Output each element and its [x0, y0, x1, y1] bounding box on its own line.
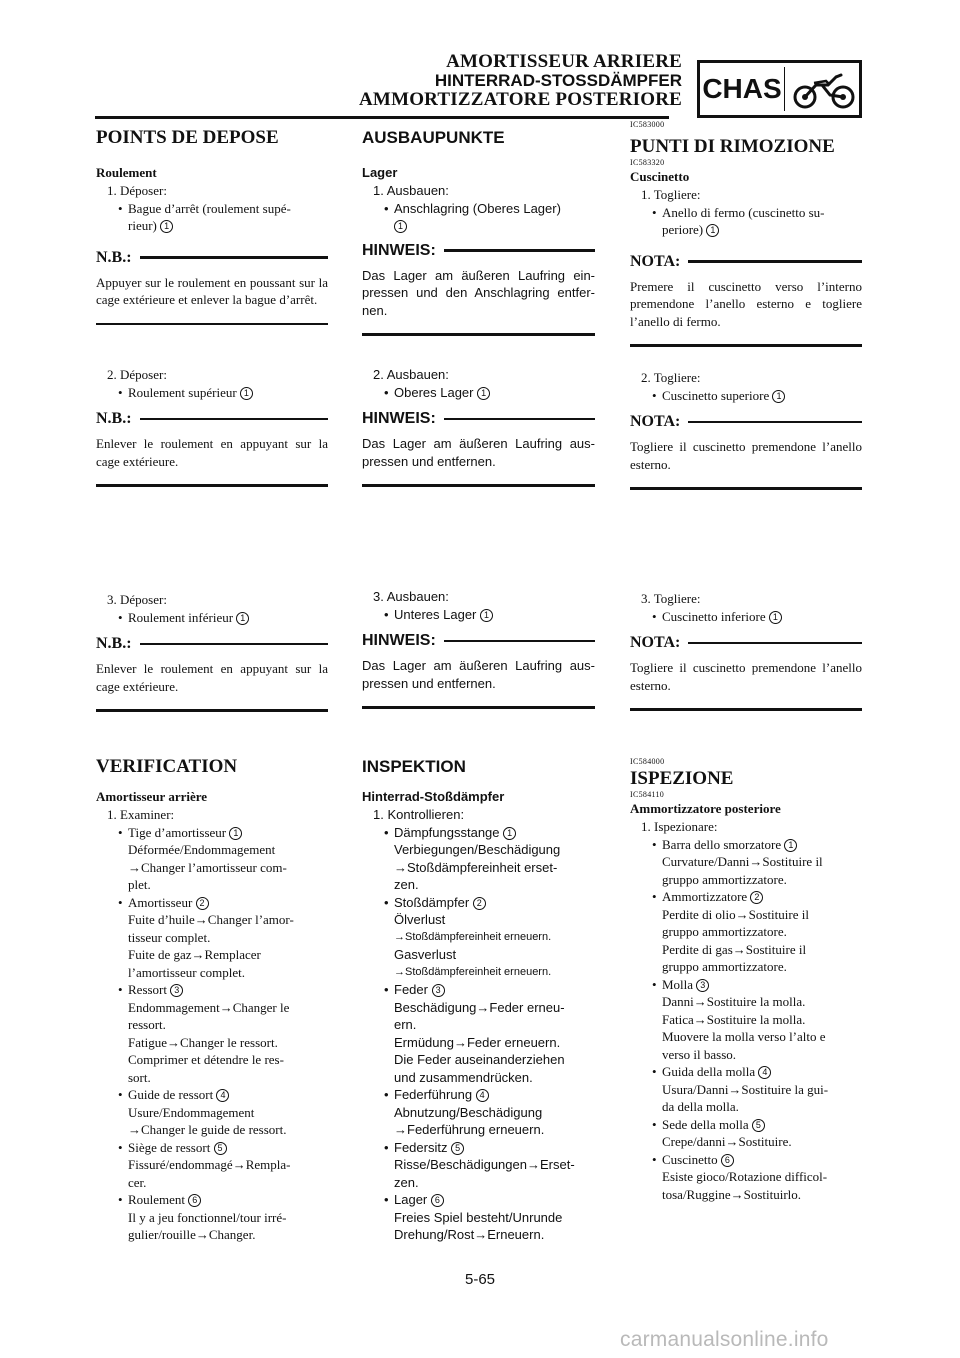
callout-number: 6 — [431, 1194, 444, 1207]
note-text: Enlever le roulement en appuyant sur la cage extérieure. — [96, 436, 328, 469]
header-rule — [95, 116, 669, 119]
inspection-item-detail: Freies Spiel besteht/Unrunde — [394, 1209, 563, 1225]
step-fr-1: 1. Déposer: — [107, 183, 167, 198]
inspection-item: • Federsitz 5 — [362, 1139, 595, 1157]
callout-number: 5 — [214, 1142, 227, 1155]
list-item: • Oberes Lager 1 — [362, 384, 595, 402]
callout-number: 2 — [750, 891, 763, 904]
inspection-list-de — [362, 824, 595, 1244]
step-de-2: 2. Ausbauen: — [373, 367, 449, 382]
inspection-item-detail: zen. — [394, 1174, 419, 1190]
inspection-list-fr — [96, 824, 328, 1244]
note-header: NOTA: — [630, 252, 862, 272]
note-header: NOTA: — [630, 633, 862, 653]
callout-number: 4 — [216, 1089, 229, 1102]
inspection-item: • Siège de ressort 5 — [96, 1139, 328, 1157]
list-item: • Cuscinetto inferiore 1 — [630, 608, 862, 626]
inspection-item-detail: Danni→Sostituire la molla. — [662, 994, 806, 1009]
inspection-item: • Barra dello smorzatore 1 — [630, 836, 862, 854]
section-badge — [697, 60, 862, 118]
inspection-item-detail: Curvature/Danni→Sostituire il — [662, 854, 823, 869]
inspection-item-detail: Gasverlust — [394, 947, 457, 962]
inspection-item-detail: Verbiegungen/Beschädigung — [394, 842, 561, 857]
inspection-item-detail: tisseur complet. — [128, 929, 211, 945]
list-item-cont: rieur) 1 — [96, 217, 328, 235]
subheading-it: Ammortizzatore posteriore — [630, 801, 781, 816]
heading-inspection-it: ISPEZIONE — [630, 768, 734, 789]
note-end-rule — [362, 484, 595, 487]
note-text: Premere il cuscinetto verso l’interno premendone l’anello esterno e togliere l’anello di fermo. — [630, 278, 862, 329]
note-text: Enlever le roulement en appuyant sur la cage extérieure. — [96, 661, 328, 694]
inspection-item-detail: gruppo ammortizzatore. — [662, 959, 787, 974]
inspection-item: • Roulement 6 — [96, 1191, 328, 1209]
inspection-item-detail: Fuite d’huile→Changer l’amor- — [128, 912, 294, 927]
callout-number: 1 — [229, 827, 242, 840]
list-item: • Unteres Lager 1 — [362, 606, 595, 624]
section-title-block — [359, 52, 682, 109]
column-de-removal — [362, 127, 595, 336]
note-header: HINWEIS: — [362, 631, 595, 651]
note-end-rule — [96, 709, 328, 712]
inspection-list-it — [630, 836, 862, 1204]
step-de: 1. Kontrollieren: — [373, 807, 465, 822]
inspection-item: • Guida della molla 4 — [630, 1063, 862, 1081]
badge-divider — [784, 67, 785, 111]
inspection-item-detail: →Federführung erneuern. — [394, 1122, 545, 1137]
title-de: HINTERRAD-STOSSDÄMPFER — [434, 71, 682, 90]
subheading-de: Lager — [362, 165, 398, 180]
inspection-item-detail: Endommagement→Changer le — [128, 999, 290, 1015]
inspection-item-detail: Muovere la molla verso l’alto e — [662, 1029, 826, 1044]
inspection-item: • Stoßdämpfer 2 — [362, 894, 595, 912]
inspection-item: • Tige d’amortisseur 1 — [96, 824, 328, 842]
note-header: N.B.: — [96, 634, 328, 654]
column-de-inspection — [362, 756, 595, 1244]
column-it-inspection — [630, 757, 862, 1203]
step-fr-2: 2. Déposer: — [107, 367, 167, 382]
column-fr-inspection — [96, 756, 328, 1244]
callout-number: 1 — [160, 220, 173, 233]
callout-number: 6 — [721, 1154, 734, 1167]
note-text: Togliere il cuscinetto premendone l’anello esterno. — [630, 660, 862, 693]
inspection-item-detail: und zusammendrücken. — [394, 1069, 533, 1085]
inspection-item: • Guide de ressort 4 — [96, 1086, 328, 1104]
heading-removal-fr: POINTS DE DEPOSE — [96, 127, 279, 148]
inspection-item-detail: ressort. — [128, 1017, 166, 1032]
column-it-removal — [630, 120, 862, 347]
column-it-step3 — [630, 590, 862, 711]
callout-number: 3 — [432, 984, 445, 997]
section-badge-label: CHAS — [702, 73, 782, 104]
step-it-2: 2. Togliere: — [641, 370, 701, 385]
section-code: IC583320 — [630, 158, 665, 167]
note-end-rule — [96, 323, 328, 326]
list-item: • Roulement inférieur 1 — [96, 609, 328, 627]
inspection-item-detail: Fatigue→Changer le ressort. — [128, 1034, 278, 1050]
inspection-item: • Lager 6 — [362, 1191, 595, 1209]
list-item: • Anello di fermo (cuscinetto su- — [652, 204, 825, 220]
inspection-item-detail: Fuite de gaz→Remplacer — [128, 947, 261, 962]
inspection-item-detail: Die Feder auseinanderziehen — [394, 1052, 565, 1067]
inspection-item: • Molla 3 — [630, 976, 862, 994]
subheading-fr: Amortisseur arrière — [96, 789, 208, 804]
step-it: 1. Ispezionare: — [641, 819, 718, 834]
inspection-item: • Amortisseur 2 — [96, 894, 328, 912]
heading-removal-de: AUSBAUPUNKTE — [362, 128, 505, 147]
note-text: Togliere il cuscinetto premendone l’anello esterno. — [630, 439, 862, 472]
inspection-item-detail: Il y a jeu fonctionnel/tour irré- — [128, 1209, 287, 1225]
inspection-item-detail: Fatica→Sostituire la molla. — [662, 1011, 806, 1027]
column-de-step2 — [362, 366, 595, 487]
list-item: • Roulement supérieur 1 — [96, 384, 328, 402]
note-header: N.B.: — [96, 248, 328, 268]
inspection-item-detail: Comprimer et détendre le res- — [128, 1052, 284, 1067]
note-end-rule — [362, 706, 595, 709]
inspection-item-detail: ern. — [394, 1017, 417, 1032]
page-number: 5-65 — [464, 1271, 496, 1288]
inspection-item: • Feder 3 — [362, 981, 595, 999]
section-code: IC584110 — [630, 790, 665, 799]
subheading-de: Hinterrad-Stoßdämpfer — [362, 789, 505, 804]
callout-number: 1 — [503, 827, 516, 840]
inspection-item-detail: plet. — [128, 877, 151, 892]
callout-number: 4 — [758, 1066, 771, 1079]
title-it: AMMORTIZZATORE POSTERIORE — [359, 89, 682, 110]
column-fr-step3 — [96, 591, 328, 712]
inspection-item-detail: Esiste gioco/Rotazione difficol- — [662, 1169, 828, 1184]
inspection-item: • Ressort 3 — [96, 981, 328, 999]
callout-number: 5 — [451, 1142, 464, 1155]
step-it-1: 1. Togliere: — [641, 187, 701, 202]
step-fr-3: 3. Déposer: — [107, 592, 167, 607]
step-fr: 1. Examiner: — [107, 807, 175, 822]
inspection-item-detail: →Changer l’amortisseur com- — [128, 859, 287, 875]
watermark: carmanualsonline.info — [620, 1328, 829, 1351]
inspection-item-detail: cer. — [128, 1174, 147, 1190]
inspection-item-detail: →Stoßdämpfereinheit erneuern. — [394, 965, 552, 978]
inspection-item-detail: sort. — [128, 1069, 151, 1085]
inspection-item-detail: →Stoßdämpfereinheit erneuern. — [394, 930, 552, 943]
callout-number: 4 — [476, 1089, 489, 1102]
callout-number: 2 — [196, 897, 209, 910]
step-de-3: 3. Ausbauen: — [373, 589, 449, 604]
step-it-3: 3. Togliere: — [641, 591, 701, 606]
inspection-item-detail: Crepe/danni→Sostituire. — [662, 1134, 792, 1149]
note-header: N.B.: — [96, 409, 328, 429]
inspection-item-detail: da della molla. — [662, 1099, 739, 1114]
inspection-item-detail: l’amortisseur complet. — [128, 964, 245, 980]
subheading-it: Cuscinetto — [630, 169, 690, 184]
note-end-rule — [630, 487, 862, 490]
note-end-rule — [630, 344, 862, 347]
inspection-item: • Federführung 4 — [362, 1086, 595, 1104]
inspection-item-detail: Ölverlust — [394, 912, 446, 927]
column-fr-removal — [96, 127, 328, 325]
inspection-item-detail: Perdite di gas→Sostituire il — [662, 941, 807, 957]
inspection-item-detail: Perdite di olio→Sostituire il — [662, 906, 809, 922]
callout-number: 5 — [752, 1119, 765, 1132]
callout-number: 3 — [696, 979, 709, 992]
inspection-item-detail: tosa/Ruggine→Sostituirlo. — [662, 1186, 802, 1202]
inspection-item-detail: gruppo ammortizzatore. — [662, 871, 787, 887]
section-code: IC584000 — [630, 757, 665, 766]
motorcycle-icon — [792, 69, 856, 111]
inspection-item-detail: zen. — [394, 877, 419, 892]
note-text: Das Lager am äußeren Laufring aus-pressen und entfernen. — [362, 658, 595, 691]
note-header: HINWEIS: — [362, 241, 595, 261]
list-item-cont: 1 — [362, 217, 595, 235]
note-text: Das Lager am äußeren Laufring ein-pressen und den Anschlagring entfer-nen. — [362, 267, 595, 318]
list-item-cont: periore) 1 — [630, 221, 862, 239]
note-header: NOTA: — [630, 412, 862, 432]
list-item: • Cuscinetto superiore 1 — [630, 387, 862, 405]
inspection-item-detail: Abnutzung/Beschädigung — [394, 1104, 543, 1120]
note-end-rule — [362, 333, 595, 336]
note-end-rule — [630, 708, 862, 711]
callout-number: 1 — [784, 839, 797, 852]
inspection-item-detail: Usure/Endommagement — [128, 1104, 255, 1120]
heading-inspection-fr: VERIFICATION — [96, 756, 238, 777]
heading-inspection-de: INSPEKTION — [362, 757, 466, 776]
inspection-item-detail: verso il basso. — [662, 1046, 737, 1062]
title-fr: AMORTISSEUR ARRIERE — [446, 51, 682, 72]
callout-number: 6 — [188, 1194, 201, 1207]
inspection-item: • Dämpfungsstange 1 — [362, 824, 595, 842]
list-item: • Anschlagring (Oberes Lager) — [384, 200, 561, 216]
note-text: Appuyer sur le roulement en poussant sur la cage extérieure et enlever la bague d’arrêt. — [96, 274, 328, 307]
callout-number: 2 — [473, 897, 486, 910]
inspection-item-detail: →Stoßdämpfereinheit erset- — [394, 859, 558, 875]
step-de-1: 1. Ausbauen: — [373, 183, 449, 198]
inspection-item-detail: Usura/Danni→Sostituire la gui- — [662, 1081, 829, 1097]
note-header: HINWEIS: — [362, 409, 595, 429]
inspection-item-detail: →Changer le guide de ressort. — [128, 1122, 287, 1137]
subheading-fr: Roulement — [96, 165, 157, 180]
column-it-step2 — [630, 369, 862, 490]
list-item: • Bague d’arrêt (roulement supé- — [118, 200, 291, 216]
inspection-item-detail: Risse/Beschädigungen→Erset- — [394, 1157, 575, 1172]
column-de-step3 — [362, 588, 595, 709]
inspection-item: • Cuscinetto 6 — [630, 1151, 862, 1169]
inspection-item-detail: Beschädigung→Feder erneu- — [394, 999, 565, 1015]
note-text: Das Lager am äußeren Laufring aus-pressen und entfernen. — [362, 436, 595, 469]
inspection-item-detail: Déformée/Endommagement — [128, 842, 276, 857]
inspection-item: • Sede della molla 5 — [630, 1116, 862, 1134]
inspection-item: • Ammortizzatore 2 — [630, 888, 862, 906]
heading-removal-it: PUNTI DI RIMOZIONE — [630, 136, 835, 157]
inspection-item-detail: Drehung/Rost→Erneuern. — [394, 1227, 545, 1242]
callout-number: 3 — [170, 984, 183, 997]
inspection-item-detail: gulier/rouille→Changer. — [128, 1227, 256, 1242]
inspection-item-detail: gruppo ammortizzatore. — [662, 924, 787, 939]
section-code: IC583000 — [630, 120, 665, 129]
note-end-rule — [96, 484, 328, 487]
inspection-item-detail: Fissuré/endommagé→Rempla- — [128, 1157, 291, 1172]
column-fr-step2 — [96, 366, 328, 487]
inspection-item-detail: Ermüdung→Feder erneuern. — [394, 1034, 561, 1050]
